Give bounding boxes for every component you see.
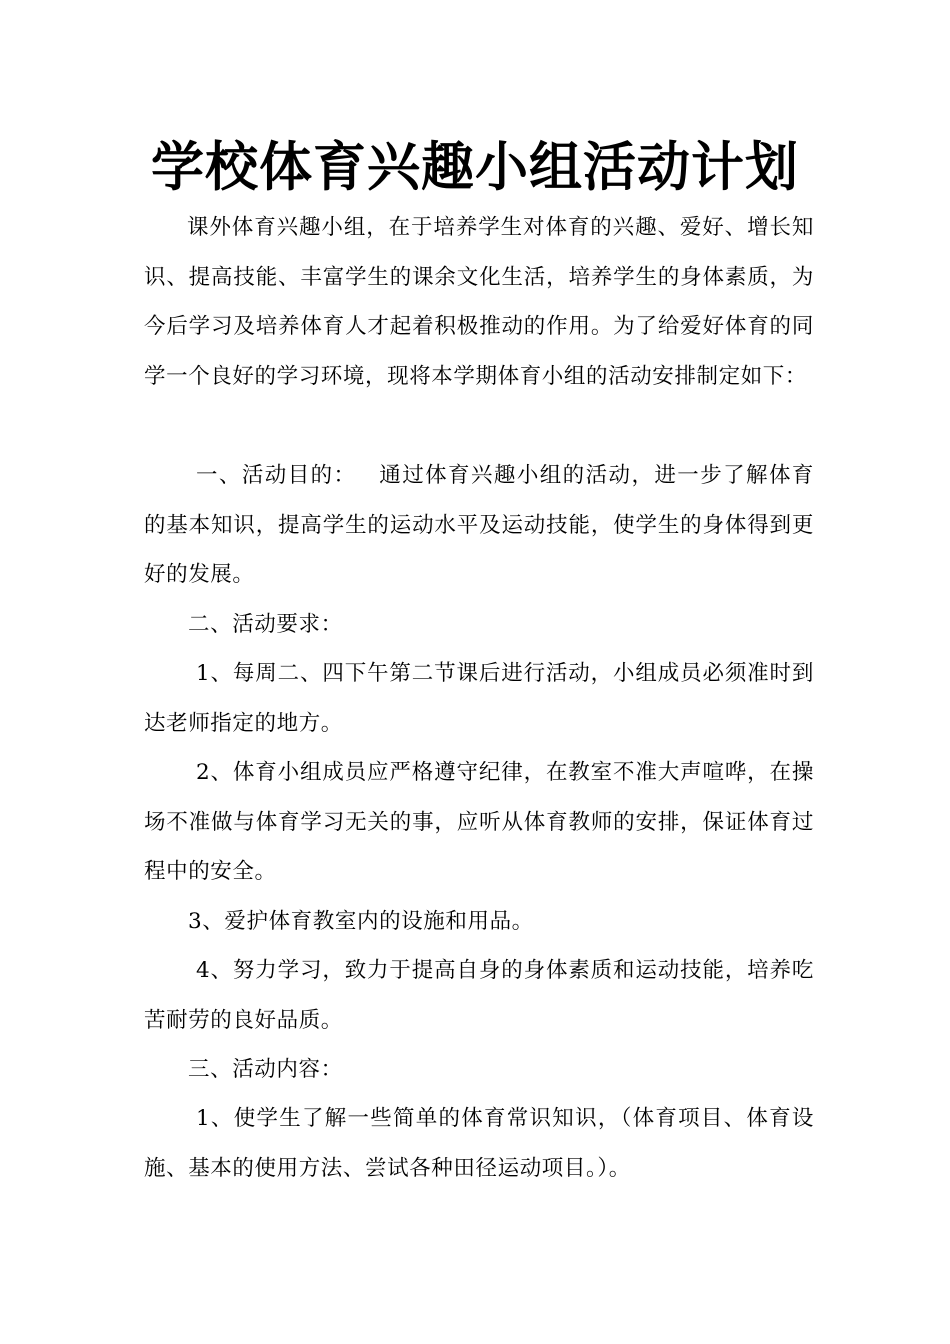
requirement-item: 4、努力学习，致力于提高自身的身体素质和运动技能，培养吃苦耐劳的良好品质。 bbox=[144, 958, 814, 1033]
section-objective-body: 通过体育兴趣小组的活动，进一步了解体育的基本知识，提高学生的运动水平及运动技能，使学生的身体得到更好的发展。 bbox=[144, 463, 815, 587]
section-requirements-heading: 二、活动要求： bbox=[188, 612, 343, 637]
section-objective-heading: 一、活动目的： bbox=[196, 463, 357, 488]
document-title: 学校体育兴趣小组活动计划 bbox=[151, 136, 799, 198]
requirement-item: 1、每周二、四下午第二节课后进行活动，小组成员必须准时到达老师指定的地方。 bbox=[144, 661, 814, 736]
requirement-item: 2、体育小组成员应严格遵守纪律，在教室不准大声喧哗，在操场不准做与体育学习无关的事，应听从体育教师的安排，保证体育过程中的安全。 bbox=[144, 760, 814, 884]
intro-paragraph: 课外体育兴趣小组，在于培养学生对体育的兴趣、爱好、增长知识、提高技能、丰富学生的课余文化生活，培养学生的身体素质，为今后学习及培养体育人才起着积极推动的作用。为了给爱好体育的同学一个良好的学习环境，现将本学期体育小组的活动安排制定如下： bbox=[144, 215, 814, 389]
section-objective bbox=[144, 451, 814, 600]
section-content-heading: 三、活动内容： bbox=[188, 1057, 343, 1082]
requirement-item: 3、爱护体育教室内的设施和用品。 bbox=[188, 909, 534, 934]
content-item: 1、使学生了解一些简单的体育常识知识，（体育项目、体育设施、基本的使用方法、尝试各种田径运动项目。）。 bbox=[144, 1106, 814, 1181]
